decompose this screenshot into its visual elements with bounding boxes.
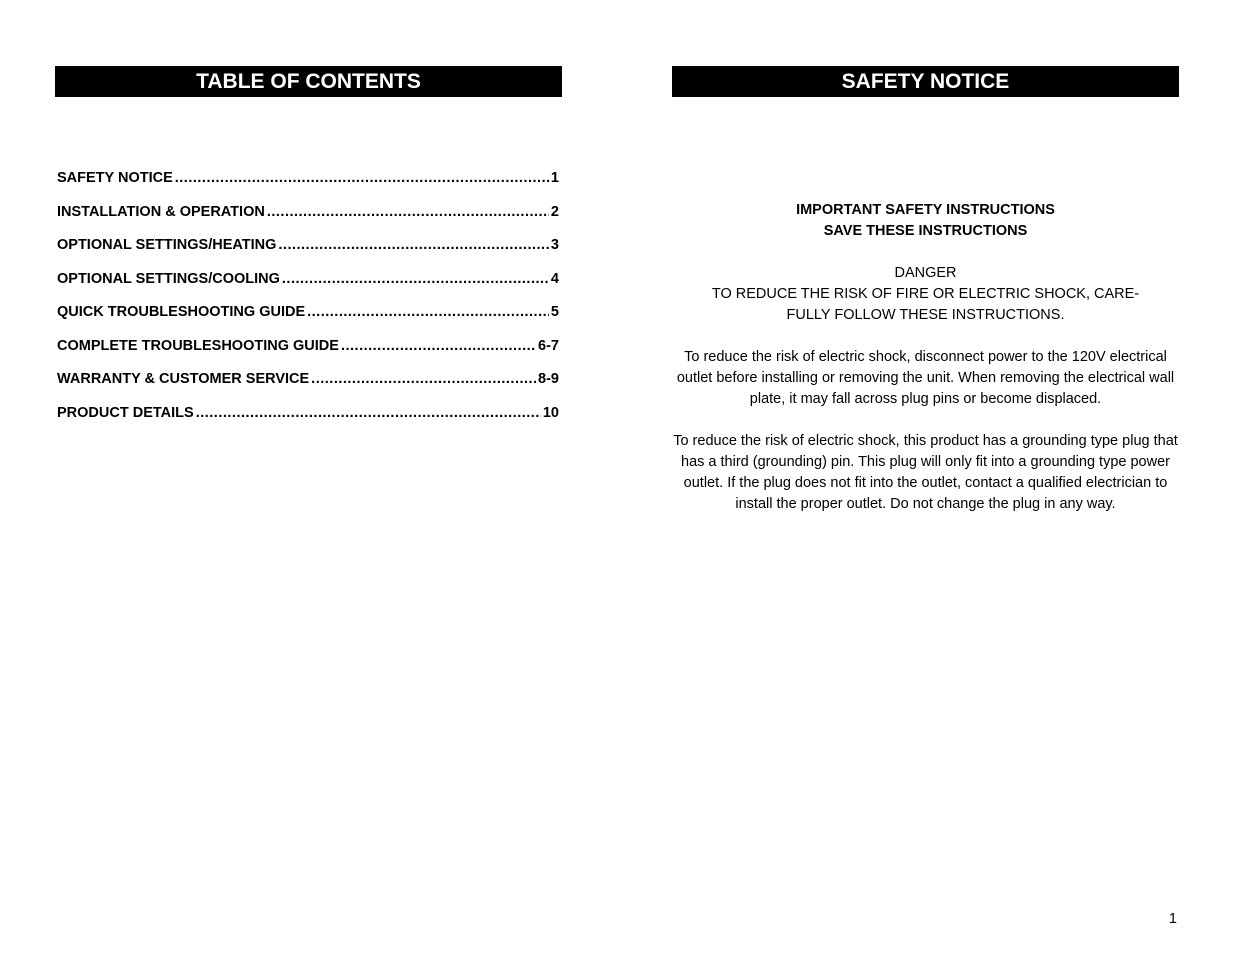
toc-item-safety-notice[interactable] <box>57 170 559 204</box>
danger-text-line1: TO REDUCE THE RISK OF FIRE OR ELECTRIC SHOCK, CARE- <box>711 286 1140 302</box>
toc-item-title: QUICK TROUBLESHOOTING GUIDE <box>57 304 306 320</box>
toc-item-page: 1 <box>550 170 559 186</box>
toc-dot-leader <box>282 271 549 287</box>
toc-item-quick-troubleshooting[interactable] <box>57 304 559 338</box>
toc-item-title: INSTALLATION & OPERATION <box>57 203 265 220</box>
toc-item-page: 6-7 <box>538 337 559 354</box>
safety-notice-body <box>672 200 1179 515</box>
toc-item-complete-troubleshooting[interactable] <box>57 338 559 372</box>
toc-item-optional-cooling[interactable] <box>57 271 559 305</box>
toc-header: TABLE OF CONTENTS <box>55 66 562 97</box>
save-instructions-heading: SAVE THESE INSTRUCTIONS <box>823 223 1028 239</box>
toc-item-title: OPTIONAL SETTINGS/HEATING <box>57 237 277 253</box>
toc-item-page: 5 <box>550 304 559 320</box>
toc-dot-leader <box>311 371 536 387</box>
toc-dot-leader <box>175 170 549 186</box>
toc-dot-leader <box>278 237 549 253</box>
toc-dot-leader <box>341 338 536 354</box>
safety-paragraph-disconnect-power: To reduce the risk of electric shock, disconnect power to the 120V electrical outlet before installing or removing the unit. When removing the electrical wall plate, it may fall across plug pins or become displaced. <box>676 349 1175 407</box>
toc-item-page: 8-9 <box>538 371 559 387</box>
toc-item-optional-heating[interactable] <box>57 237 559 271</box>
toc-dot-leader <box>307 304 549 320</box>
page-number: 1 <box>1168 911 1177 927</box>
safety-paragraph-grounding-plug: To reduce the risk of electric shock, this product has a grounding type plug that has a third (grounding) pin. This plug will only fit into a grounding type power outlet. If the plug does not fit into the outlet, contact a qualified electrician to install the proper outlet. Do not change the plug in any way. <box>673 433 1178 512</box>
toc-item-title: OPTIONAL SETTINGS/COOLING <box>57 270 280 287</box>
toc-dot-leader <box>267 204 549 220</box>
toc-item-warranty[interactable] <box>57 371 559 405</box>
toc-item-title: WARRANTY & CUSTOMER SERVICE <box>57 371 310 387</box>
toc-item-title: PRODUCT DETAILS <box>57 404 194 421</box>
toc-item-title: COMPLETE TROUBLESHOOTING GUIDE <box>57 337 339 354</box>
important-instructions-heading: IMPORTANT SAFETY INSTRUCTIONS <box>796 202 1055 218</box>
toc-list <box>57 170 559 438</box>
danger-text-line2: FULLY FOLLOW THESE INSTRUCTIONS. <box>786 307 1065 323</box>
danger-title: DANGER <box>894 265 957 281</box>
toc-item-page: 10 <box>542 404 559 421</box>
toc-item-title: SAFETY NOTICE <box>57 170 173 186</box>
toc-item-product-details[interactable] <box>57 405 559 439</box>
toc-item-installation-operation[interactable] <box>57 204 559 238</box>
toc-item-page: 2 <box>550 203 559 220</box>
safety-notice-header: SAFETY NOTICE <box>672 66 1179 97</box>
toc-item-page: 4 <box>550 270 559 287</box>
toc-item-page: 3 <box>550 237 559 253</box>
toc-dot-leader <box>196 405 541 421</box>
